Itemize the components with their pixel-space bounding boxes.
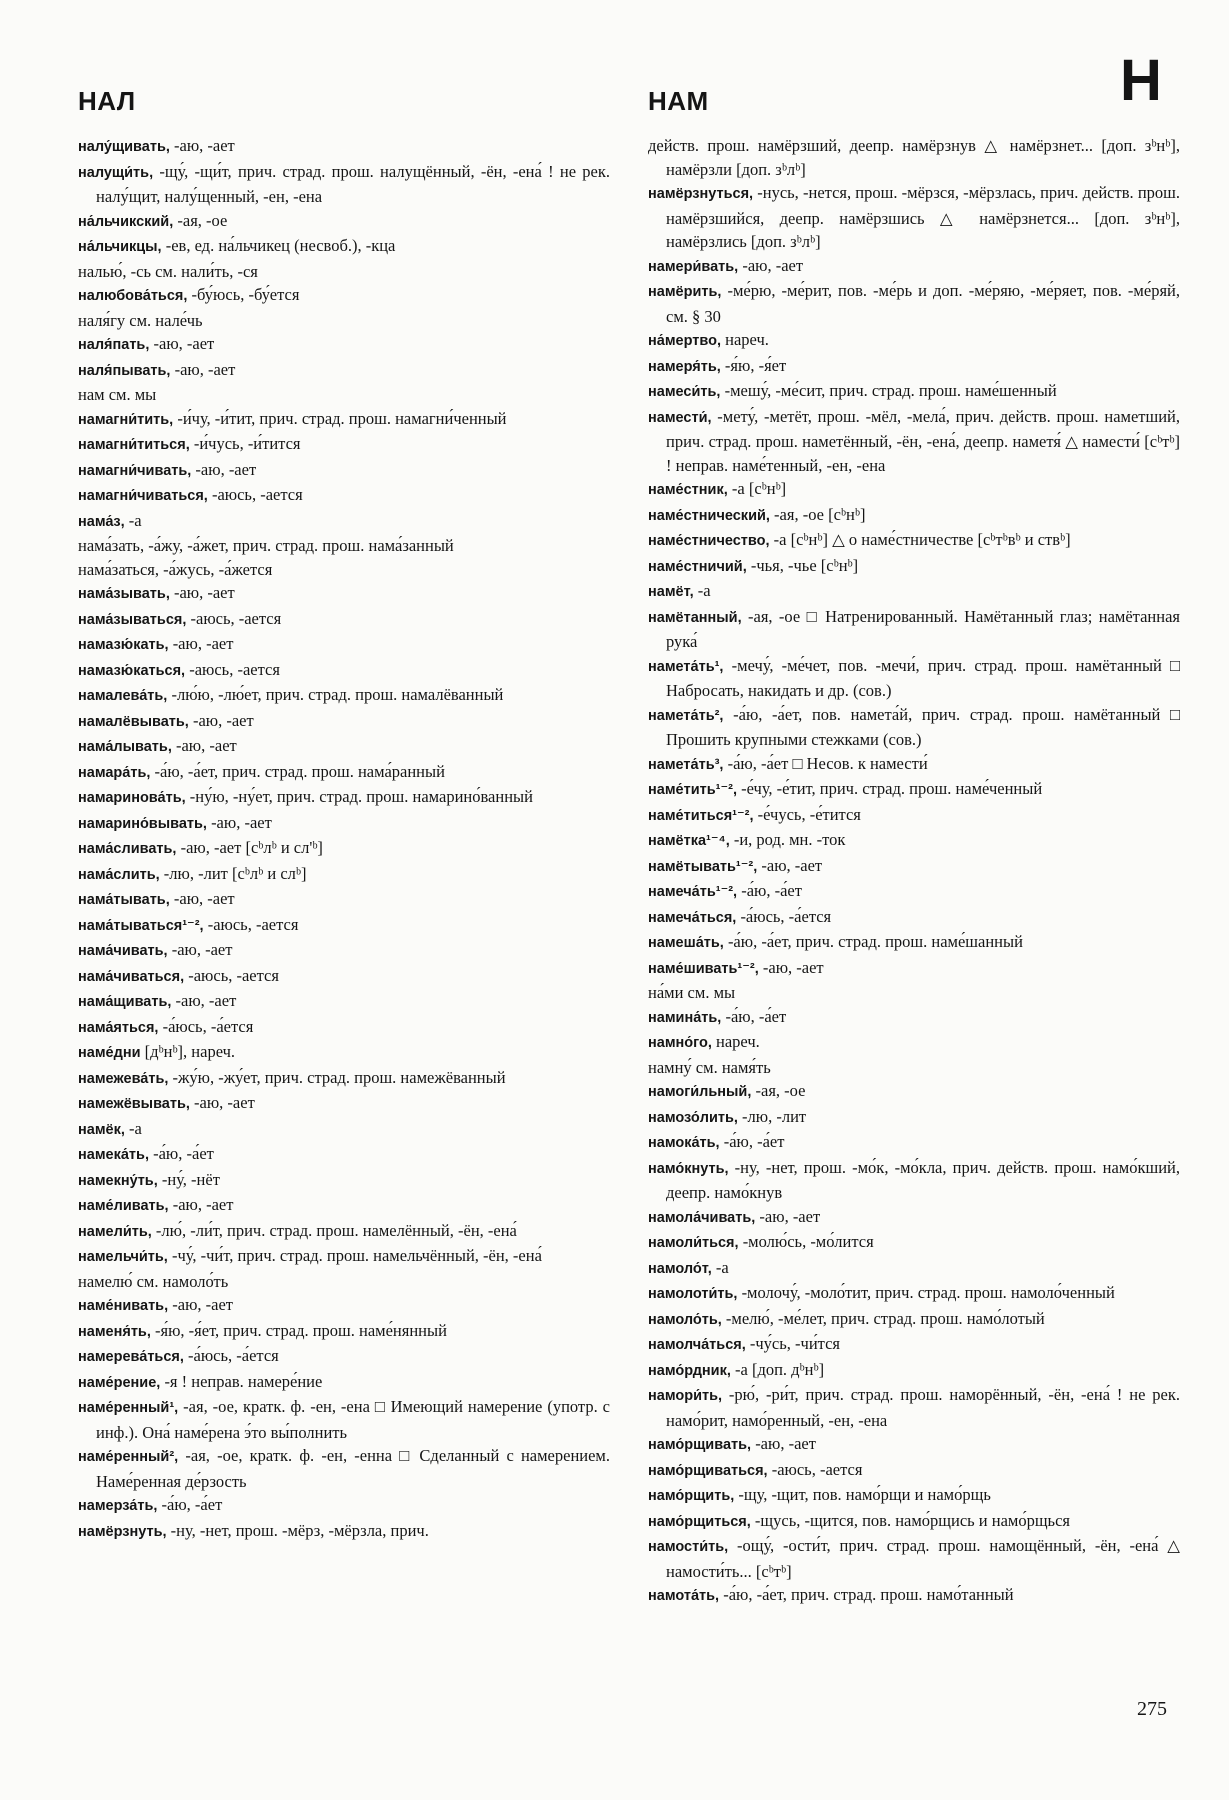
dictionary-entry [78, 260, 610, 284]
entry-grammar: -е́чу, -е́тит, прич. страд. прош. наме́ченный [736, 779, 1043, 798]
entry-headword: намозо́лить, [648, 1109, 738, 1126]
entry-grammar: -лю́ю, -лю́ет, прич. страд. прош. намалёванный [167, 685, 504, 704]
dictionary-entry [78, 432, 610, 458]
entry-headword: нама́яться, [78, 1019, 159, 1036]
entry-grammar: -аю, -ает [188, 710, 254, 730]
dictionary-entry [78, 1193, 610, 1219]
entry-headword: намёрзнуться, [648, 186, 754, 202]
dictionary-entry [78, 1244, 610, 1270]
entry-grammar: -а [сᵇнᵇ] [727, 479, 787, 498]
entry-headword: намори́ть, [648, 1388, 723, 1404]
dictionary-entry [78, 483, 610, 509]
entry-headword: наме́ливать, [78, 1198, 169, 1214]
entry-grammar: -я́ю, -я́ет [720, 355, 787, 375]
dictionary-entry [648, 1432, 1180, 1458]
entry-grammar: -а́ю, -а́ет [148, 1144, 214, 1163]
entry-grammar: -а́ю, -а́ет, прич. страд. прош. наме́шанный [723, 932, 1023, 951]
dictionary-entry [78, 1066, 610, 1092]
entry-headword: намельчи́ть, [78, 1249, 168, 1265]
entry-headword: намолча́ться, [648, 1337, 746, 1353]
entry-headword: намо́рщиться, [648, 1513, 751, 1530]
entry-grammar: -а́ю, -а́ет, прич. страд. прош. намо́танный [719, 1585, 1014, 1604]
entry-grammar: -ая, -ое □ Натренированный. Намётанный глаз; намётанная рука́ [666, 606, 1185, 651]
entry-headword: намеша́ть, [648, 935, 724, 951]
entry-headword: намёк, [78, 1121, 125, 1138]
entry-headword: нама́лывать, [78, 739, 172, 755]
entry-grammar: -ну, -нет, прош. -мо́к, -мо́кла, прич. действ. прош. намо́кший, деепр. намо́кнув [666, 1157, 1185, 1202]
dictionary-entry [78, 407, 610, 433]
dictionary-entry [648, 354, 1180, 380]
entry-grammar: -аю, -ает [169, 136, 235, 155]
entry-grammar: -жу́ю, -жу́ет, прич. страд. прош. намежёванный [168, 1067, 506, 1087]
entry-grammar: нареч. [721, 330, 769, 349]
entry-grammar: -аю, -ает [189, 1093, 255, 1112]
entry-headword: намерза́ть, [78, 1498, 158, 1514]
entry-grammar: -а́ю, -а́ет [719, 1132, 785, 1151]
entry-grammar: -ну́ю, -ну́ет, прич. страд. прош. намарино́ванный [185, 787, 533, 806]
dictionary-entry [78, 683, 610, 709]
dictionary-entry [78, 658, 610, 684]
entry-grammar: -молочу́, -моло́тит, прич. страд. прош. намоло́ченный [737, 1283, 1115, 1302]
dictionary-entry [648, 1156, 1185, 1205]
entry-grammar: -и́чусь, -и́тится [189, 434, 301, 453]
entry-grammar: -мелю́, -ме́лет, прич. страд. прош. намо́лотый [721, 1308, 1045, 1328]
entry-grammar: -аю, -ает [170, 359, 236, 379]
entry-grammar: -мешу́, -ме́сит, прич. страд. прош. наме́шенный [720, 381, 1057, 400]
entry-grammar: -мету́, -метёт, прош. -мёл, -мела́, прич. действ. прош. наметший, прич. страд. прош. наметённый, -ён, -ена́, деепр. наметя́ △ намести́ [сᵇтᵇ] ! неправ. наме́тенный, -ен, -ена [666, 406, 1185, 475]
entry-headword: наме́ренный¹, [78, 1400, 179, 1416]
dictionary-entry [78, 887, 610, 913]
dictionary-entry [648, 905, 1180, 931]
entry-headword: намежева́ть, [78, 1070, 169, 1087]
dictionary-entry [648, 1056, 1180, 1080]
entry-headword: намери́вать, [648, 258, 739, 275]
entry-headword: намина́ть, [648, 1009, 722, 1026]
entry-headword: налу́щивать, [78, 139, 170, 155]
entry-headword: намёрить, [648, 284, 722, 300]
entry-headword: намёрзнуть, [78, 1523, 167, 1540]
entry-grammar: -а [124, 510, 142, 530]
entry-grammar: -бу́юсь, -бу́ется [187, 285, 300, 304]
entry-grammar: -аю, -ает [169, 583, 235, 602]
dictionary-entry [648, 134, 1185, 181]
entry-headword: нама́сливать, [78, 841, 177, 857]
entry-grammar: -лю, -лит [сᵇлᵇ и слᵇ] [159, 863, 307, 883]
dictionary-entry [648, 477, 1180, 503]
entry-headword: намели́ть, [78, 1223, 152, 1240]
dictionary-entry [648, 1383, 1185, 1432]
entry-headword: нама́щивать, [78, 994, 172, 1010]
dictionary-entry [648, 777, 1180, 803]
dictionary-entry [78, 1395, 615, 1444]
entry-headword: намерева́ться, [78, 1349, 184, 1365]
dictionary-entry [78, 1493, 610, 1519]
dictionary-entry [648, 1030, 1180, 1056]
dictionary-entry [78, 358, 610, 384]
entry-headword: намоло́ть, [648, 1311, 722, 1328]
dictionary-entry [648, 554, 1180, 580]
dictionary-entry [648, 279, 1185, 328]
entry-grammar: -я ! неправ. намере́ние [160, 1371, 323, 1391]
dictionary-entry [78, 1168, 610, 1194]
entry-headword: наме́титься¹⁻², [648, 807, 754, 824]
entry-headword: намеря́ть, [648, 358, 721, 375]
entry-headword: наля́пать, [78, 337, 150, 353]
dictionary-entry [648, 1583, 1180, 1609]
entry-headword: наме́дни [78, 1045, 141, 1061]
entry-headword: намётанный, [648, 609, 742, 626]
dictionary-entry [78, 1117, 610, 1143]
entry-headword: намоги́льный, [648, 1084, 752, 1100]
dictionary-entry [78, 309, 610, 333]
entry-headword: намета́ть³, [648, 756, 724, 773]
entry-grammar: -аюсь, -ается [184, 965, 279, 985]
entry-grammar: -а [сᵇнᵇ] △ о наме́стничестве [сᵇтᵇвᵇ и ствᵇ] [769, 530, 1071, 549]
entry-headword: нама́зываться, [78, 611, 187, 628]
entry-headword: намалёвывать, [78, 713, 189, 730]
dictionary-entry [78, 632, 610, 658]
dictionary-entry [78, 1270, 610, 1294]
entry-headword: намекну́ть, [78, 1172, 158, 1189]
entry-grammar: -чья, -чье [сᵇнᵇ] [746, 555, 859, 575]
entry-grammar: -а [711, 1257, 729, 1277]
dictionary-entry [648, 1458, 1180, 1484]
entry-grammar: -аю, -ает [738, 255, 804, 275]
entry-grammar: -а [693, 581, 711, 600]
entry-headword: намо́рдник, [648, 1362, 731, 1379]
dictionary-entry [648, 1130, 1180, 1156]
entry-grammar: -аю, -ает [168, 1295, 233, 1314]
entry-grammar: -мечу́, -ме́чет, пов. -мечи́, прич. страд. прош. намётанный □ Набросать, накидать и др. (сов.) [666, 655, 1185, 700]
entry-grammar: -ая, -ое, кратк. ф. -ен, -енна □ Сделанный с намерением. Наме́ренная де́рзость [96, 1446, 615, 1491]
entry-grammar: -а́юсь, -а́ется [736, 906, 832, 926]
entry-headword: намолоти́ть, [648, 1286, 738, 1302]
dictionary-entry [78, 1219, 610, 1245]
entry-grammar: -ощу́, -ости́т, прич. страд. прош. намощённый, -ён, -ена́ △ намости́ть... [сᵇтᵇ] [666, 1536, 1185, 1581]
dictionary-entry [648, 1281, 1180, 1307]
entry-grammar: налью́, -сь см. нали́ть, -ся [78, 261, 258, 281]
entry-headword: намарино́вывать, [78, 815, 207, 832]
entry-grammar: нам см. мы [78, 385, 157, 404]
entry-headword: намо́кнуть, [648, 1160, 729, 1177]
entry-grammar: -ев, ед. на́льчикец (несвоб.), -кца [161, 236, 396, 255]
entry-headword: намара́ть, [78, 764, 151, 781]
dictionary-entry [78, 234, 610, 260]
entry-grammar: -ая, -ое, кратк. ф. -ен, -ена □ Имеющий намерение (употр. с инф.). Она́ наме́рена э́то вы́полнить [96, 1397, 615, 1442]
entry-grammar: намелю́ см. намоло́ть [78, 1271, 229, 1291]
entry-grammar: -аюсь, -ается [207, 485, 303, 504]
entry-headword: намежёвывать, [78, 1096, 190, 1112]
left-column [78, 134, 615, 1544]
dictionary-entry [78, 509, 610, 535]
entry-headword: намока́ть, [648, 1135, 720, 1151]
entry-headword: наме́рение, [78, 1374, 161, 1391]
entry-grammar: -чу́, -чи́т, прич. страд. прош. намельчённый, -ён, -ена́ [167, 1246, 542, 1265]
entry-headword: намоло́т, [648, 1260, 712, 1277]
dictionary-entry [648, 752, 1180, 778]
dictionary-entry [648, 528, 1180, 554]
entry-grammar: -ну, -нет, прош. -мёрз, -мёрзла, прич. [166, 1520, 429, 1540]
dictionary-entry [648, 1079, 1180, 1105]
entry-grammar: на́ми см. мы [648, 983, 736, 1002]
entry-grammar: -аю, -ает [149, 334, 215, 353]
dictionary-entry [78, 760, 610, 786]
entry-grammar: -а́ю, -а́ет □ Несов. к намести́ [723, 753, 928, 773]
dictionary-entry [648, 1307, 1180, 1333]
entry-headword: наме́нивать, [78, 1298, 169, 1314]
entry-headword: наме́шивать¹⁻², [648, 960, 759, 977]
entry-headword: намагни́титься, [78, 437, 190, 453]
entry-grammar: намну́ см. намя́ть [648, 1057, 771, 1077]
entry-grammar: -е́чусь, -е́тится [753, 804, 861, 824]
dictionary-entry [78, 160, 615, 209]
dictionary-entry [648, 405, 1185, 478]
entry-headword: намо́рщивать, [648, 1437, 752, 1453]
entry-grammar: -а́ю, -а́ет [157, 1495, 223, 1514]
entry-grammar: -нусь, -нется, прош. -мёрзся, -мёрзлась, прич. действ. прош. намёрзшийся, деепр. намёрзшись △ намёрзнется... [доп. зᵇнᵇ], намёрзлись [доп. зᵇлᵇ] [666, 183, 1185, 251]
entry-grammar: -ая, -ое [сᵇнᵇ] [769, 504, 866, 524]
dictionary-entry [648, 1105, 1180, 1131]
dictionary-entry [78, 785, 610, 811]
entry-headword: намётка¹⁻⁴, [648, 833, 730, 849]
entry-headword: намётывать¹⁻², [648, 858, 758, 875]
dictionary-entry [78, 836, 610, 862]
entry-grammar: -а [доп. дᵇнᵇ] [730, 1359, 825, 1379]
entry-grammar: -а́юсь, -а́ется [158, 1016, 254, 1036]
entry-headword: намола́чивать, [648, 1209, 756, 1226]
dictionary-entry [648, 1005, 1180, 1031]
dictionary-entry [78, 332, 610, 358]
dictionary-entry [648, 1358, 1180, 1384]
right-guide-word: НАМ [648, 86, 709, 116]
dictionary-entry [648, 654, 1185, 703]
entry-grammar: -рю́, -ри́т, прич. страд. прош. наморённый, -ён, -ена́ ! не рек. намо́рит, намо́ренный, -ен, -ена [666, 1385, 1185, 1430]
entry-grammar: -аю, -ает [167, 940, 233, 959]
entry-headword: намеча́ть¹⁻², [648, 884, 738, 900]
entry-headword: намо́рщиваться, [648, 1462, 768, 1479]
dictionary-entry [78, 1293, 610, 1319]
entry-headword: намагни́чиваться, [78, 488, 208, 504]
left-guide-word: НАЛ [78, 86, 136, 116]
entry-grammar: -аю, -ает [191, 459, 257, 479]
entry-headword: наме́стничий, [648, 558, 747, 575]
dictionary-entry [648, 579, 1180, 605]
entry-grammar: -аюсь, -ается [185, 659, 280, 679]
dictionary-entry [78, 1015, 610, 1041]
entry-headword: намести́, [648, 409, 712, 426]
entry-grammar: -аю, -ает [757, 855, 823, 875]
dictionary-entry [78, 1519, 610, 1545]
dictionary-entry [648, 1534, 1185, 1583]
entry-grammar: -аю, -ает [169, 889, 235, 908]
dictionary-entry [78, 913, 610, 939]
entry-headword: наме́стник, [648, 482, 728, 498]
entry-headword: намагни́тить, [78, 411, 174, 428]
entry-headword: намагни́чивать, [78, 462, 192, 479]
dictionary-entry [78, 283, 610, 309]
entry-headword: наме́стничество, [648, 533, 770, 549]
entry-headword: наме́стнический, [648, 507, 770, 524]
entry-grammar: наля́гу см. нале́чь [78, 310, 203, 330]
dictionary-entry [78, 862, 610, 888]
entry-headword: на́льчикский, [78, 213, 174, 230]
entry-grammar: -молю́сь, -мо́лится [738, 1232, 874, 1251]
entry-headword: налюбова́ться, [78, 288, 188, 304]
dictionary-entry [648, 605, 1185, 654]
entry-grammar: -и́чу, -и́тит, прич. страд. прош. намагни́ченный [173, 408, 507, 428]
entry-grammar: -аю, -ает [171, 736, 237, 755]
entry-headword: намости́ть, [648, 1539, 729, 1555]
dictionary-entry [78, 558, 610, 582]
dictionary-entry [78, 1091, 610, 1117]
entry-headword: наме́ренный², [78, 1449, 179, 1465]
entry-grammar: -щусь, -щится, пов. намо́рщись и намо́рщься [750, 1510, 1070, 1530]
entry-grammar: -а́юсь, -а́ется [183, 1346, 279, 1365]
entry-grammar: -щу́, -щи́т, прич. страд. прош. налущённый, -ён, -ена́ ! не рек. налу́щит, налу́щенный, -ен, -ена [96, 161, 615, 206]
dictionary-entry [648, 803, 1180, 829]
page-number: 275 [1137, 1698, 1167, 1720]
entry-grammar: -аюсь, -ается [767, 1459, 863, 1479]
entry-headword: нама́слить, [78, 866, 160, 883]
entry-grammar: -и, род. мн. -ток [729, 830, 846, 849]
dictionary-entry [78, 964, 610, 990]
dictionary-entry [648, 956, 1180, 982]
dictionary-entry [648, 981, 1180, 1005]
dictionary-entry [78, 734, 610, 760]
entry-headword: на́мертво, [648, 333, 721, 349]
entry-grammar: нама́зать, -а́жу, -а́жет, прич. страд. прош. нама́занный [78, 536, 454, 555]
entry-headword: нама́зывать, [78, 586, 170, 602]
dictionary-entry [78, 383, 610, 407]
entry-grammar: -ме́рю, -ме́рит, пов. -ме́рь и доп. -ме́ряю, -ме́ряет, пов. -ме́ряй, см. § 30 [666, 281, 1185, 326]
entry-headword: наменя́ть, [78, 1323, 151, 1340]
entry-grammar: [дᵇнᵇ], нареч. [140, 1042, 236, 1061]
entry-headword: намоли́ться, [648, 1235, 739, 1251]
entry-headword: нама́чивать, [78, 943, 168, 959]
entry-headword: нама́чиваться, [78, 968, 185, 985]
dictionary-entry [648, 1483, 1180, 1509]
entry-grammar: -а́ю, -а́ет, пов. намета́й, прич. страд. прош. намётанный □ Прошить крупными стежками (сов.) [666, 704, 1185, 749]
entry-headword: намета́ть¹, [648, 658, 724, 675]
entry-grammar: -аю, -ает [168, 634, 234, 653]
entry-headword: намеча́ться, [648, 909, 737, 926]
dictionary-entry [648, 1205, 1180, 1231]
entry-headword: намеси́ть, [648, 384, 721, 400]
entry-headword: нама́з, [78, 513, 125, 530]
dictionary-entry [648, 503, 1180, 529]
dictionary-entry [78, 1344, 610, 1370]
dictionary-entry [78, 989, 610, 1015]
entry-grammar: -лю, -лит [737, 1106, 807, 1126]
dictionary-entry [648, 379, 1180, 405]
entry-headword: намаринова́ть, [78, 790, 186, 806]
dictionary-entry [648, 1230, 1180, 1256]
entry-headword: наля́пывать, [78, 362, 171, 379]
entry-grammar: -аю, -ает [171, 991, 237, 1010]
dictionary-entry [648, 1256, 1180, 1282]
dictionary-entry [78, 1370, 610, 1396]
dictionary-entry [78, 1142, 610, 1168]
entry-headword: на́льчикцы, [78, 239, 162, 255]
dictionary-entry [648, 879, 1180, 905]
dictionary-entry [648, 1332, 1180, 1358]
entry-headword: наме́тить¹⁻², [648, 782, 737, 798]
dictionary-entry [78, 607, 610, 633]
entry-grammar: -я́ю, -я́ет, прич. страд. прош. наме́нянный [150, 1320, 447, 1340]
entry-grammar: -а [124, 1118, 142, 1138]
entry-grammar: -аю, -ает [751, 1434, 816, 1453]
entry-grammar: -аю, -ает [758, 957, 824, 977]
entry-grammar: -аю, -ает [сᵇлᵇ и сл'ᵇ] [176, 838, 323, 857]
dictionary-entry [78, 458, 610, 484]
dictionary-entry [648, 828, 1180, 854]
entry-grammar: -лю́, -ли́т, прич. страд. прош. намелённый, -ён, -ена́ [151, 1220, 517, 1240]
entry-grammar: нареч. [711, 1032, 760, 1051]
dictionary-entry [78, 1040, 610, 1066]
dictionary-entry [648, 254, 1180, 280]
dictionary-entry [78, 811, 610, 837]
dictionary-entry [648, 854, 1180, 880]
entry-grammar: -чу́сь, -чи́тся [745, 1334, 840, 1353]
dictionary-entry [78, 534, 610, 558]
dictionary-entry [648, 181, 1185, 254]
entry-grammar: -аюсь, -ается [203, 914, 299, 934]
dictionary-entry [78, 938, 610, 964]
entry-headword: намазю́кать, [78, 637, 169, 653]
dictionary-entry [78, 709, 610, 735]
entry-grammar: -а́ю, -а́ет, прич. страд. прош. нама́ранный [150, 761, 445, 781]
entry-headword: намно́го, [648, 1035, 712, 1051]
dictionary-entry [648, 703, 1185, 752]
entry-grammar: -ну́, -нёт [157, 1169, 220, 1189]
entry-grammar: -аю, -ает [206, 812, 272, 832]
right-column [648, 134, 1185, 1609]
entry-headword: нама́тывать, [78, 892, 170, 908]
entry-grammar: -ая, -ое [751, 1081, 806, 1100]
entry-headword: намазю́каться, [78, 662, 186, 679]
dictionary-entry [78, 581, 610, 607]
entry-headword: намёт, [648, 584, 694, 600]
dictionary-entry [78, 1319, 610, 1345]
dictionary-entry [78, 134, 610, 160]
entry-grammar: -ая, -ое [173, 210, 228, 230]
dictionary-entry [78, 1444, 615, 1493]
entry-headword: нама́тываться¹⁻², [78, 917, 204, 934]
entry-grammar: действ. прош. намёрзший, деепр. намёрзнув △ намёрзнет... [доп. зᵇнᵇ], намёрзли [доп. зᵇлᵇ] [648, 136, 1185, 179]
dictionary-entry [648, 328, 1180, 354]
entry-headword: намека́ть, [78, 1147, 149, 1163]
dictionary-entry [648, 1509, 1180, 1535]
entry-grammar: -щу, -щит, пов. намо́рщи и намо́рщь [734, 1485, 991, 1504]
entry-headword: намалева́ть, [78, 688, 168, 704]
entry-grammar: -аю, -ает [755, 1206, 821, 1226]
dictionary-entry [78, 209, 610, 235]
dictionary-entry [648, 930, 1180, 956]
entry-grammar: -а́ю, -а́ет [737, 881, 802, 900]
entry-headword: намета́ть², [648, 707, 724, 724]
entry-headword: налущи́ть, [78, 164, 154, 181]
entry-headword: намо́рщить, [648, 1488, 735, 1504]
entry-headword: намота́ть, [648, 1588, 720, 1604]
section-letter: Н [1120, 48, 1162, 113]
entry-grammar: нама́заться, -а́жусь, -а́жется [78, 559, 273, 579]
entry-grammar: -аюсь, -ается [186, 608, 282, 628]
entry-grammar: -аю, -ает [168, 1195, 234, 1214]
entry-grammar: -а́ю, -а́ет [721, 1006, 787, 1026]
